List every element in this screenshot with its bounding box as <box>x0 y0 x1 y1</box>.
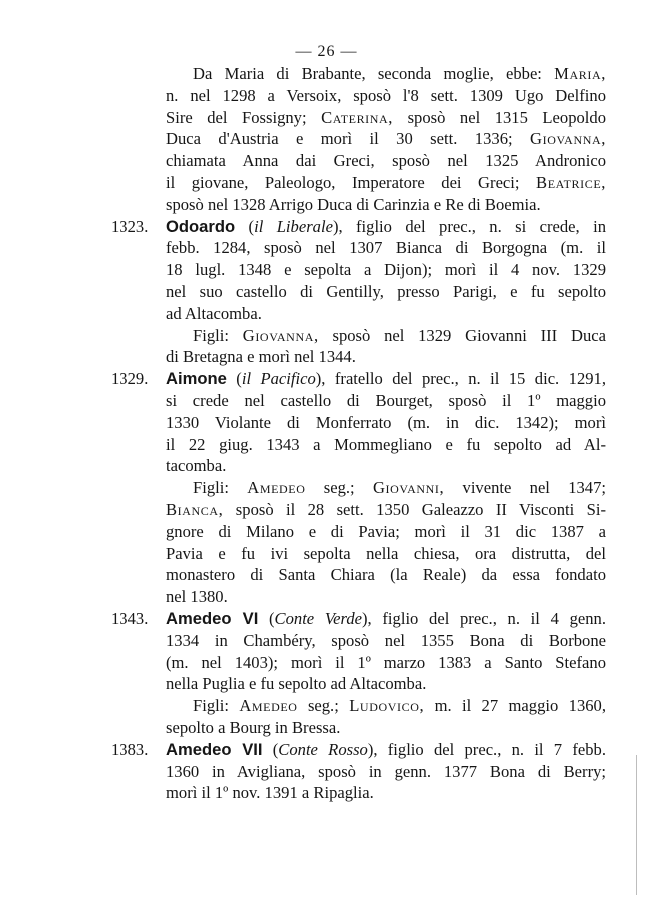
ruler-epithet: Conte Verde <box>274 609 363 628</box>
text-line: Bianca, sposò il 28 sett. 1350 Galeazzo II Visconti Si- <box>166 500 606 519</box>
text-line: tacomba. <box>166 456 227 476</box>
text-line: Sire del Fossigny; Caterina, sposò nel 1315 Leopoldo <box>166 107 606 127</box>
ruler-epithet: il Pacifico <box>241 369 316 389</box>
text-line: (m. nel 1403); morì il 1º marzo 1383 a Santo Stefano <box>166 652 606 672</box>
text-line: Amedeo VII (Conte Rosso), figlio del prec., n. il 7 febb. <box>166 739 606 759</box>
child-name: Giovanna, <box>530 129 606 149</box>
text-line: 1334 in Chambéry, sposò nel 1355 Bona di Borbone <box>166 630 606 650</box>
text-line: 1330 Violante di Monferrato (m. in dic. 1342); morì <box>166 412 606 432</box>
text-line: Odoardo (il Liberale), figlio del prec., n. si crede, in <box>166 216 606 236</box>
text-line: il 22 giug. 1343 a Mommegliano e fu sepolto ad Al- <box>166 434 606 454</box>
text-line: il giovane, Paleologo, Imperatore dei Greci; Beatrice, <box>166 173 606 192</box>
child-name: Ludovico, <box>349 696 425 716</box>
text-line: Da Maria di Brabante, seconda moglie, ebbe: Maria, <box>193 64 606 83</box>
ruler-epithet: Conte Rosso <box>278 739 368 759</box>
ruler-name: Odoardo <box>166 216 236 236</box>
child-name: Bianca, <box>166 500 224 519</box>
text-line: sposò nel 1328 Arrigo Duca di Carinzia e Re di Boemia. <box>166 194 541 214</box>
child-name: Giovanni, <box>372 478 445 498</box>
text-line: gnore di Milano e di Pavia; morì il 31 dic 1387 a <box>166 521 606 541</box>
child-name: Giovanna, <box>242 325 319 345</box>
text-line: ad Altacomba. <box>166 303 262 323</box>
ruler-epithet: il Liberale <box>254 216 333 236</box>
text-line: Duca d'Austria e morì il 30 sett. 1336; Giovanna, <box>166 129 606 149</box>
child-name: Maria, <box>554 64 606 83</box>
text-line: Figli: Amedeo seg.; Giovanni, vivente nel 1347; <box>193 478 606 498</box>
text-line: morì il 1º nov. 1391 a Ripaglia. <box>166 783 374 803</box>
child-name: Beatrice, <box>536 173 606 192</box>
text-line: Figli: Amedeo seg.; Ludovico, m. il 27 maggio 1360, <box>193 696 606 716</box>
text-line: si crede nel castello di Bourget, sposò il 1º maggio <box>166 391 606 410</box>
text-line: sepolto a Bourg in Bressa. <box>166 718 341 737</box>
child-name: Amedeo <box>239 696 298 716</box>
ruler-name: Amedeo VII <box>166 739 263 759</box>
entry-year: 1329. <box>111 369 149 389</box>
page-number: — 26 — <box>295 43 358 60</box>
text-line: nel 1380. <box>166 587 228 607</box>
text-line: nella Puglia e fu sepolto ad Altacomba. <box>166 674 427 694</box>
entry-year: 1343. <box>111 609 149 628</box>
scan-edge-line <box>636 755 637 895</box>
text-line: febb. 1284, sposò nel 1307 Bianca di Borgogna (m. il <box>166 238 606 258</box>
text-line: 1360 in Avigliana, sposò in genn. 1377 Bona di Berry; <box>166 761 606 781</box>
text-line: Pavia e fu ivi sepolta nella chiesa, ora distrutta, del <box>166 543 606 563</box>
text-line: di Bretagna e morì nel 1344. <box>166 347 356 367</box>
ruler-name: Amedeo VI <box>166 609 259 628</box>
text-line: Figli: Giovanna, sposò nel 1329 Giovanni III Duca <box>193 325 606 345</box>
ruler-name: Aimone <box>166 369 227 389</box>
text-line: monastero di Santa Chiara (la Reale) da essa fondato <box>166 565 606 585</box>
text-line: Aimone (il Pacifico), fratello del prec., n. il 15 dic. 1291, <box>166 369 606 389</box>
entry-year: 1383. <box>111 739 149 759</box>
text-line: chiamata Anna dai Greci, sposò nel 1325 Andronico <box>166 151 606 171</box>
entry-year: 1323. <box>111 216 149 236</box>
text-line: Amedeo VI (Conte Verde), figlio del prec., n. il 4 genn. <box>166 609 606 628</box>
text-line: nel suo castello di Gentilly, presso Parigi, e fu sepolto <box>166 282 606 301</box>
child-name: Caterina, <box>321 107 394 127</box>
child-name: Amedeo <box>247 478 306 498</box>
text-line: n. nel 1298 a Versoix, sposò l'8 sett. 1309 Ugo Delfino <box>166 85 606 105</box>
text-line: 18 lugl. 1348 e sepolta a Dijon); morì il 4 nov. 1329 <box>166 260 606 280</box>
